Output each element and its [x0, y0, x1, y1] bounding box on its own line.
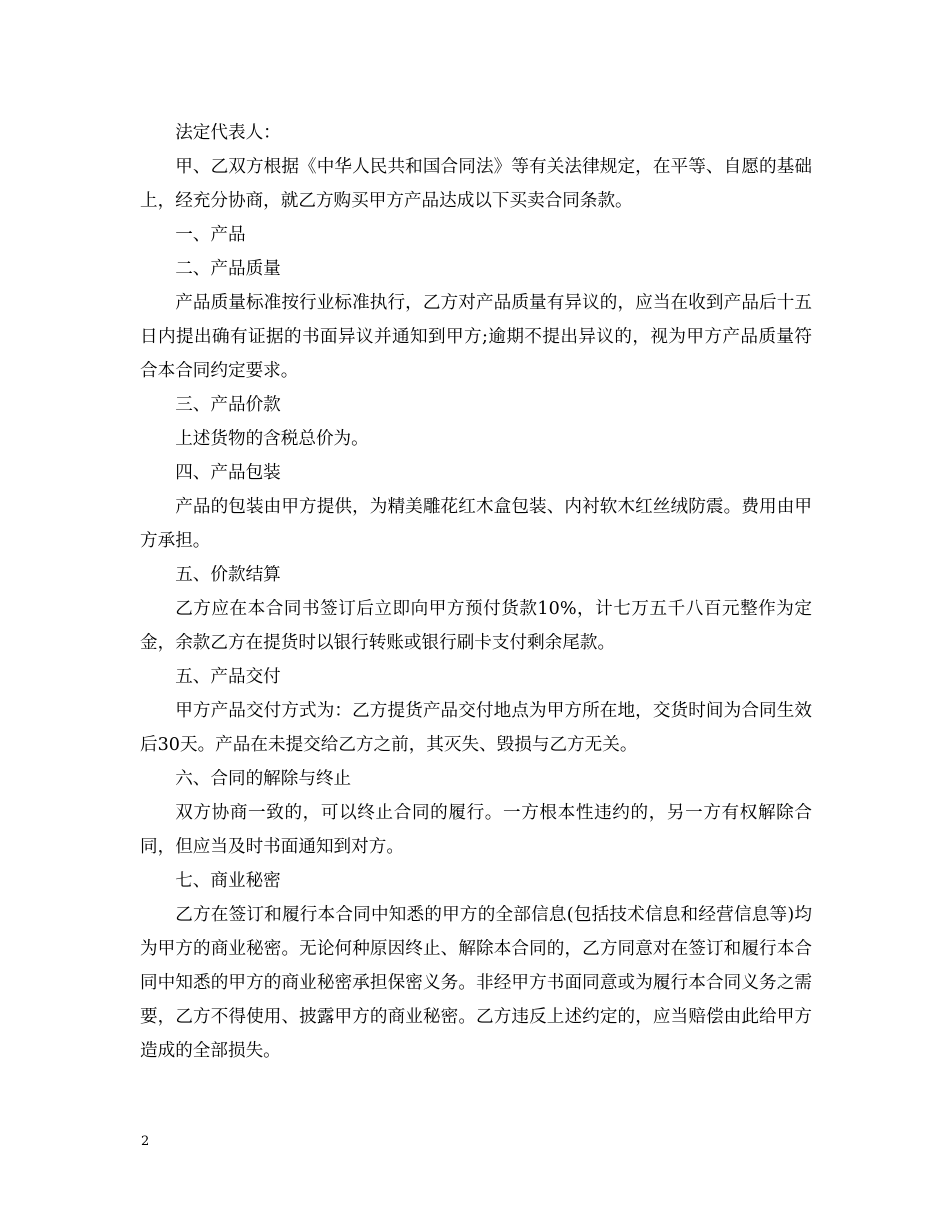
- heading-product-packaging: 四、产品包装: [175, 463, 281, 483]
- paragraph-payment-settlement: 乙方应在本合同书签订后立即向甲方预付货款10%，计七万五千八百元整作为定金，余款乙方在提货时以银行转账或银行刷卡支付剩余尾款。: [140, 599, 812, 653]
- heading-product-price: 三、产品价款: [175, 395, 281, 415]
- heading-product-quality: 二、产品质量: [175, 259, 281, 279]
- paragraph-preamble: 甲、乙双方根据《中华人民共和国合同法》等有关法律规定，在平等、自愿的基础上，经充分协商，就乙方购买甲方产品达成以下买卖合同条款。: [140, 157, 812, 211]
- document-body: [140, 116, 812, 1068]
- paragraph-product-quality: 产品质量标准按行业标准执行，乙方对产品质量有异议的，应当在收到产品后十五日内提出确有证据的书面异议并通知到甲方;逾期不提出异议的，视为甲方产品质量符合本合同约定要求。: [140, 293, 812, 381]
- heading-product-delivery: 五、产品交付: [175, 667, 281, 687]
- paragraph-legal-representative: 法定代表人：: [175, 123, 281, 143]
- heading-product: 一、产品: [175, 225, 246, 245]
- paragraph-product-packaging: 产品的包装由甲方提供，为精美雕花红木盒包装、内衬软木红丝绒防震。费用由甲方承担。: [140, 497, 812, 551]
- paragraph-product-delivery: 甲方产品交付方式为：乙方提货产品交付地点为甲方所在地，交货时间为合同生效后30天。产品在未提交给乙方之前，其灭失、毁损与乙方无关。: [140, 701, 812, 755]
- heading-trade-secrets: 七、商业秘密: [175, 871, 281, 891]
- heading-contract-termination: 六、合同的解除与终止: [175, 769, 352, 789]
- heading-payment-settlement: 五、价款结算: [175, 565, 281, 585]
- page-number: 2: [141, 1134, 150, 1149]
- paragraph-product-price: 上述货物的含税总价为。: [175, 429, 369, 449]
- paragraph-trade-secrets: 乙方在签订和履行本合同中知悉的甲方的全部信息(包括技术信息和经营信息等)均为甲方的商业秘密。无论何种原因终止、解除本合同的，乙方同意对在签订和履行本合同中知悉的甲方的商业秘密承担保密义务。非经甲方书面同意或为履行本合同义务之需要，乙方不得使用、披露甲方的商业秘密。乙方违反上述约定的，应当赔偿由此给甲方造成的全部损失。: [140, 905, 812, 1061]
- paragraph-contract-termination: 双方协商一致的，可以终止合同的履行。一方根本性违约的，另一方有权解除合同，但应当及时书面通知到对方。: [140, 803, 812, 857]
